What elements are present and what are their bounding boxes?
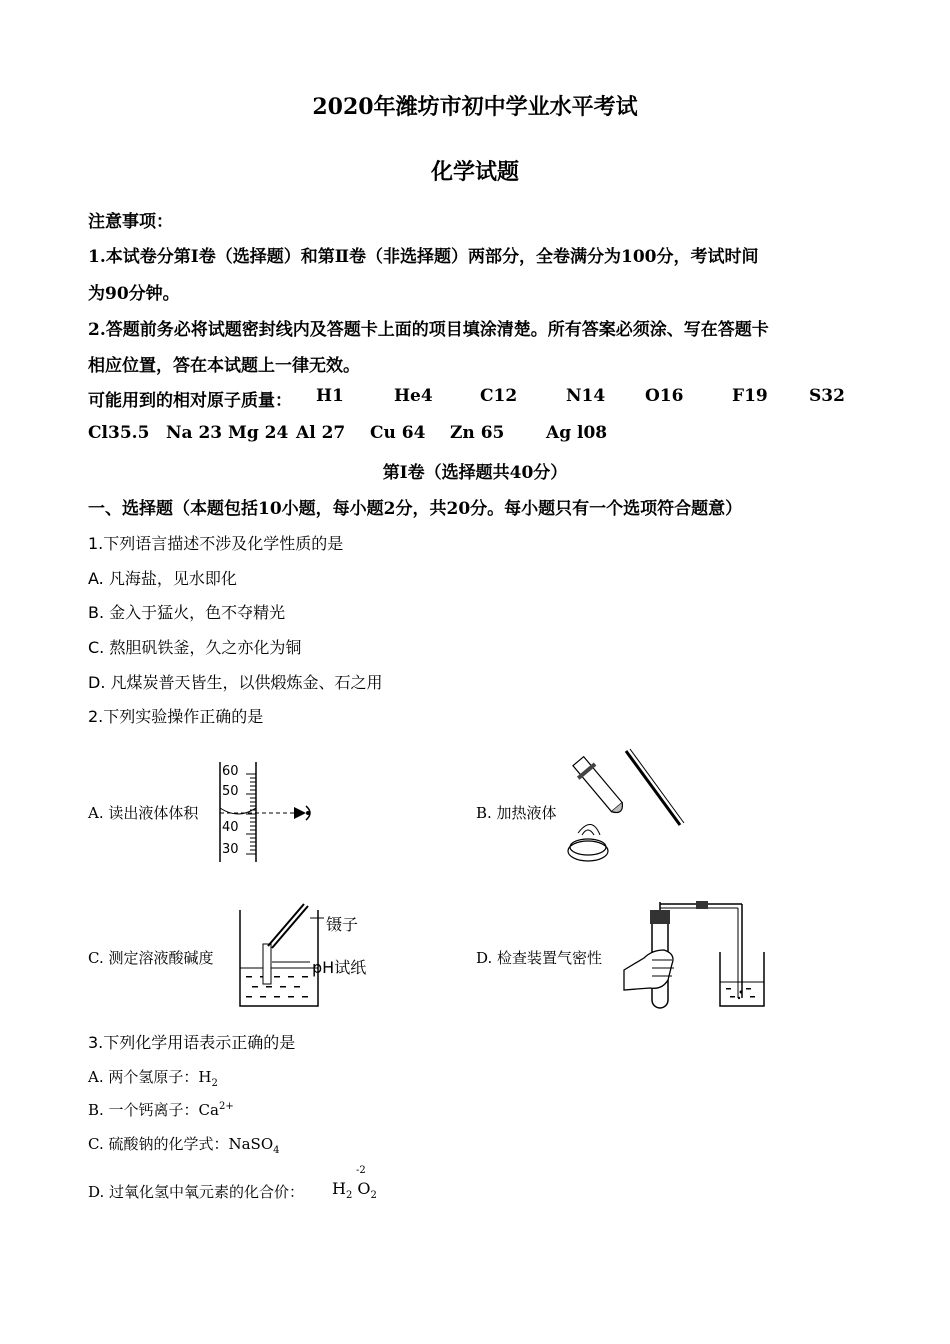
q3-option-a-subscript: 2: [211, 1078, 218, 1089]
notice-item2-line1: 2.答题前务必将试题密封线内及答题卡上面的项目填涂清楚。所有答案必须涂、写在答题卡: [88, 320, 769, 340]
q1-option-d: D. 凡煤炭普天皆生，以供煅炼金、石之用: [88, 673, 383, 692]
atomic-mass-ag: Ag l08: [546, 423, 608, 443]
q3-option-b: [88, 1099, 234, 1120]
ph-paper-label: pH试纸: [312, 958, 367, 977]
q3-option-d-formula: [332, 1179, 377, 1201]
atomic-mass-c: C12: [480, 386, 518, 406]
notice-item2-line2: 相应位置，答在本试题上一律无效。: [88, 356, 360, 376]
atomic-mass-o: O16: [645, 386, 684, 406]
atomic-mass-zn: Zn 65: [450, 423, 505, 443]
atomic-mass-h: H1: [316, 386, 344, 406]
q3-option-d-text: D. 过氧化氢中氧元素的化合价：: [88, 1183, 305, 1201]
cylinder-tick-30: 30: [222, 842, 239, 857]
heating-liquid-figure: [560, 745, 690, 865]
notice-item1-line2: 为90分钟。: [88, 284, 180, 304]
atomic-mass-f: F19: [732, 386, 768, 406]
q3-option-d: [88, 1181, 304, 1202]
q1-option-c: C. 熬胆矾铁釜，久之亦化为铜: [88, 638, 302, 657]
atomic-mass-s: S32: [809, 386, 845, 406]
atomic-mass-n: N14: [566, 386, 606, 406]
q2-option-d: D. 检查装置气密性: [476, 949, 603, 967]
atomic-mass-cu: Cu 64: [370, 423, 426, 443]
q3-option-b-superscript: 2+: [218, 1101, 234, 1112]
q2-option-b: B. 加热液体: [476, 804, 557, 822]
q3-option-a-text: A. 两个氢原子：H: [88, 1068, 212, 1086]
cylinder-tick-40: 40: [222, 820, 239, 835]
exam-title: 2020年潍坊市初中学业水平考试: [312, 94, 638, 120]
q3-option-c-subscript: 4: [273, 1145, 280, 1156]
atomic-mass-na-mg: Na 23 Mg 24: [166, 423, 289, 443]
atomic-mass-he: He4: [394, 386, 433, 406]
q1-option-b: B. 金入于猛火，色不夺精光: [88, 603, 286, 622]
cylinder-tick-60: 60: [222, 764, 239, 779]
q3-stem: 3.下列化学用语表示正确的是: [88, 1033, 296, 1052]
airtightness-figure: [622, 898, 772, 1014]
formula-o-subscript: 2: [370, 1190, 377, 1202]
q3-option-d-charge: -2: [356, 1165, 366, 1176]
tweezers-label: 镊子: [326, 915, 359, 934]
part1-heading: 第Ⅰ卷（选择题共40分）: [382, 463, 568, 483]
atomic-mass-al: Al 27: [296, 423, 346, 443]
atomic-mass-cl: Cl35.5: [88, 423, 150, 443]
formula-h-subscript: 2: [345, 1190, 353, 1202]
q3-option-a: [88, 1066, 218, 1089]
atomic-mass-label: 可能用到的相对原子质量：: [88, 391, 292, 411]
q3-option-c-text: C. 硫酸钠的化学式：NaSO: [88, 1135, 274, 1153]
q1-option-a: A. 凡海盐，见水即化: [88, 569, 237, 588]
q1-stem: 1.下列语言描述不涉及化学性质的是: [88, 534, 344, 553]
formula-o: O: [357, 1179, 371, 1198]
formula-h: H: [332, 1179, 346, 1198]
cylinder-tick-50: 50: [222, 784, 239, 799]
q2-stem: 2.下列实验操作正确的是: [88, 707, 264, 726]
exam-subtitle: 化学试题: [430, 159, 519, 185]
q2-option-c: C. 测定溶液酸碱度: [88, 949, 214, 967]
notice-heading: 注意事项：: [88, 212, 173, 232]
section-heading: 一、选择题（本题包括10小题，每小题2分，共20分。每小题只有一个选项符合题意）: [88, 499, 743, 519]
q3-option-b-text: B. 一个钙离子：Ca: [88, 1101, 219, 1119]
q2-option-a: A. 读出液体体积: [88, 804, 199, 822]
notice-item1-line1: 1.本试卷分第Ⅰ卷（选择题）和第Ⅱ卷（非选择题）两部分，全卷满分为100分，考试时间: [88, 247, 759, 267]
q3-option-c: [88, 1133, 280, 1156]
